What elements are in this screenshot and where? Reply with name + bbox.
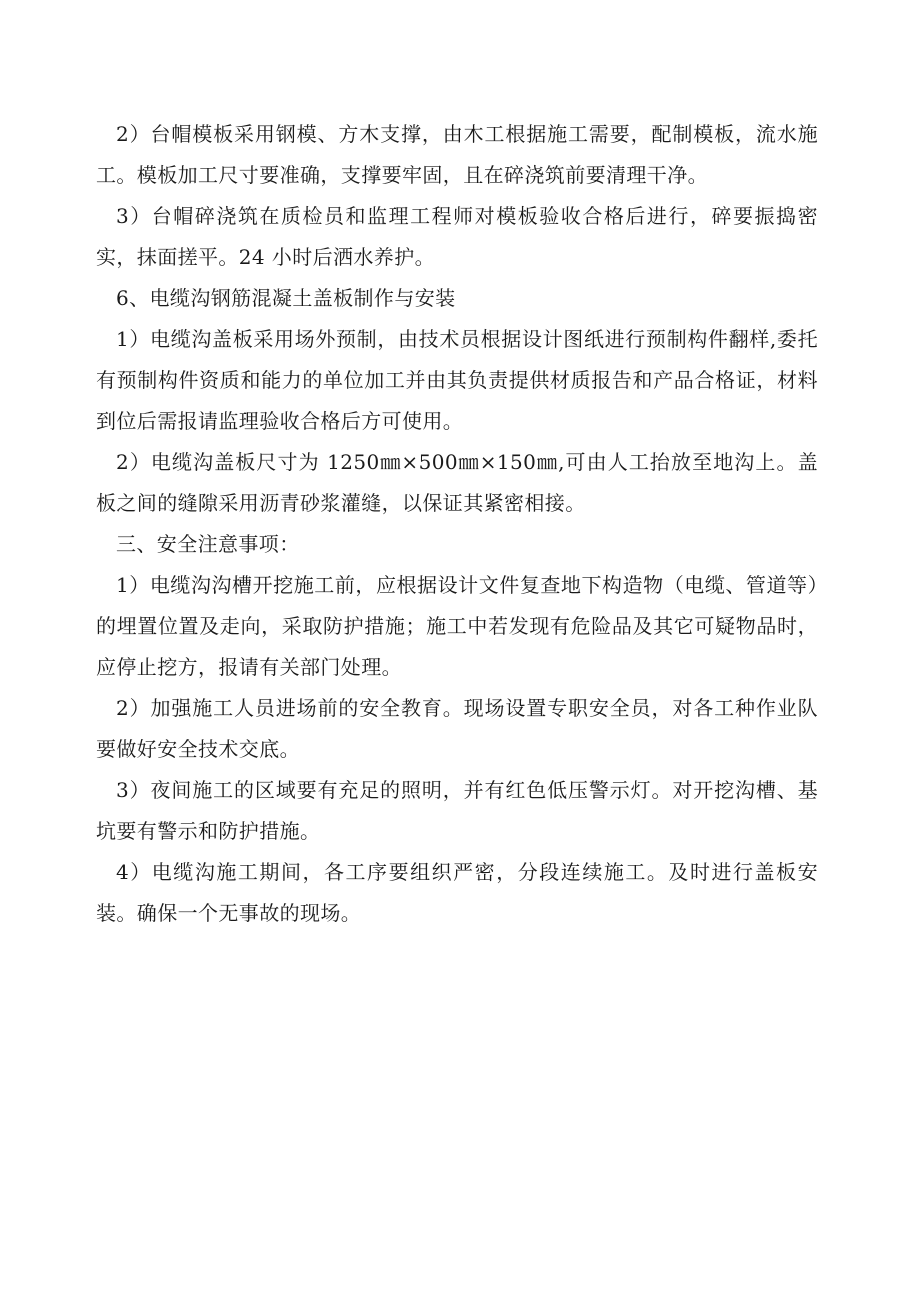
paragraph-safety-education: 2）加强施工人员进场前的安全教育。现场设置专职安全员，对各工种作业队要做好安全技术交底。 [96,696,818,761]
section-heading-safety: 三、安全注意事项： [116,532,300,556]
paragraph-cover-plate-prefab: 1）电缆沟盖板采用场外预制，由技术员根据设计图纸进行预制构件翻样,委托有预制构件资质和能力的单位加工并由其负责提供材质报告和产品合格证，材料到位后需报请监理验收合格后方可使用。 [96,327,818,433]
paragraph-safety-excavation: 1）电缆沟沟槽开挖施工前，应根据设计文件复查地下构造物（电缆、管道等）的埋置位置及走向，采取防护措施；施工中若发现有危险品及其它可疑物品时，应停止挖方，报请有关部门处理。 [96,573,818,679]
paragraph-cover-plate-size: 2）电缆沟盖板尺寸为 1250㎜×500㎜×150㎜,可由人工抬放至地沟上。盖板之间的缝隙采用沥青砂浆灌缝，以保证其紧密相接。 [96,450,818,515]
paragraph-template-steel-formwork: 2）台帽模板采用钢模、方木支撑，由木工根据施工需要，配制模板，流水施工。模板加工尺寸要准确，支撑要牢固，且在碎浇筑前要清理干净。 [96,122,818,187]
paragraph-concrete-pouring: 3）台帽碎浇筑在质检员和监理工程师对模板验收合格后进行，碎要振捣密实，抹面搓平。24 小时后洒水养护。 [96,204,818,269]
paragraph-safety-organization: 4）电缆沟施工期间，各工序要组织严密，分段连续施工。及时进行盖板安装。确保一个无事故的现场。 [96,860,818,925]
section-heading-cover-plate: 6、电缆沟钢筋混凝土盖板制作与安装 [116,286,456,310]
paragraph-safety-night-work: 3）夜间施工的区域要有充足的照明，并有红色低压警示灯。对开挖沟槽、基坑要有警示和防护措施。 [96,778,818,843]
document-body [96,114,818,934]
